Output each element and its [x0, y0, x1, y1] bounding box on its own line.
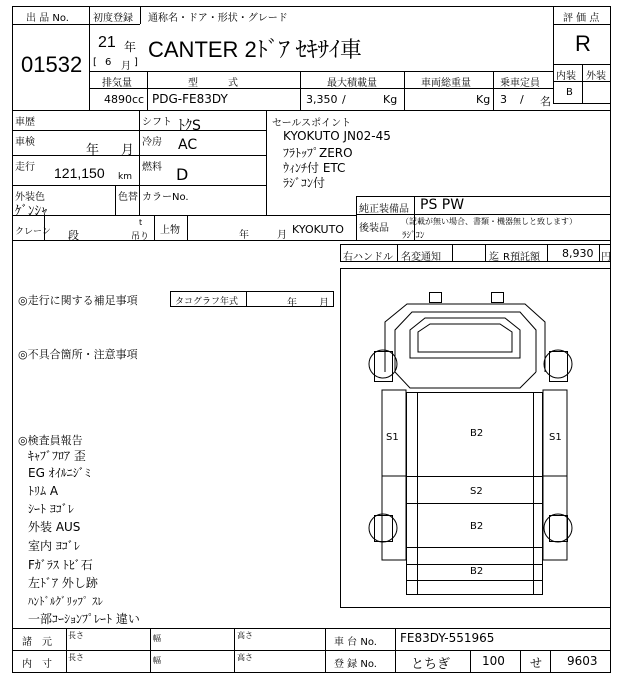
cab-bottom-shape [395, 372, 536, 388]
right-hand-drive-label: 右ハンドル [343, 252, 393, 263]
specs-height-label: 高さ [237, 631, 253, 640]
history-label: 車歴 [15, 117, 35, 128]
cab-outline [385, 304, 545, 372]
plate-class: 100 [482, 654, 505, 668]
inspector-note: Fｶﾞﾗｽ ﾄﾋﾞ石 [28, 558, 93, 572]
body-year-unit: 年 [239, 230, 249, 241]
capacity-slash: / [520, 93, 524, 106]
name-change-notice-label: 名変通知 [401, 252, 441, 263]
interior-rating-value: B [566, 87, 573, 98]
first-registration-label: 初度登録 [93, 13, 133, 24]
lot-number-label: 出 品 No. [26, 13, 69, 24]
damage-mark-left-side: S1 [386, 432, 399, 443]
gross-weight-label: 車両総重量 [421, 78, 471, 89]
standard-equipment-value: PS PW [420, 197, 465, 213]
model-name-label: 通称名・ドア・形状・グレード [148, 13, 288, 24]
shift-label: シフト [142, 117, 172, 128]
tachograph-year-unit: 年 [287, 298, 297, 309]
chassis-number-value: FE83DY-551965 [400, 631, 495, 645]
body-maker-value: KYOKUTO [292, 223, 344, 236]
inspection-year-unit: 年 [86, 143, 100, 158]
rating-score: R [575, 31, 591, 56]
fuel-label: 燃料 [142, 162, 162, 173]
registration-month-open: [ [93, 57, 97, 68]
exterior-rating-label: 外装 [586, 71, 606, 82]
inspector-note: 一部ｺｰｼｮﾝﾌﾟﾚｰﾄ 違い [28, 612, 140, 626]
left-rear-gate [382, 476, 406, 560]
recycle-deposit-unit: 円 [601, 252, 611, 263]
sales-point-item: ﾌﾗﾄｯﾌﾟZERO [283, 146, 353, 160]
defects-heading: ◎不具合箇所・注意事項 [18, 348, 138, 361]
rating-label: 評 価 点 [563, 13, 600, 24]
aftermarket-note: （記載が無い場合、書類・機器無しと致します） [401, 217, 577, 226]
sales-point-item: ﾗｼﾞｺﾝ付 [283, 176, 326, 190]
inspector-note: 外装 AUS [28, 520, 81, 534]
damage-mark-right-side: S1 [549, 432, 562, 443]
plate-number-label: 登 録 No. [334, 659, 377, 670]
damage-mark-tail: B2 [470, 566, 484, 577]
capacity-value: 3 [500, 93, 507, 106]
gross-weight-unit: Kg [476, 93, 491, 106]
max-load-unit: Kg [383, 93, 398, 106]
displacement-label: 排気量 [102, 78, 132, 89]
inspector-note: ﾊﾝﾄﾞﾙｸﾞﾘｯﾌﾟ ｽﾚ [28, 595, 103, 608]
displacement-value: 4890 [104, 93, 132, 106]
specs-width-label: 幅 [153, 634, 161, 643]
registration-year: 21 [98, 34, 116, 51]
color-change-label: 色替 [118, 192, 138, 203]
interior-dimensions-label: 内 寸 [22, 659, 52, 670]
damage-mark-body-front: B2 [470, 428, 484, 439]
inspector-note: ｼｰﾄ ﾖｺﾞﾚ [28, 502, 74, 516]
driving-notes-heading: ◎走行に関する補足事項 [18, 294, 138, 307]
inspector-note: ｷｬﾌﾞﾌﾛｱ 歪 [28, 449, 86, 463]
interior-width-label: 幅 [153, 656, 161, 665]
aircon-label: 冷房 [142, 137, 162, 148]
windshield-inner-shape [418, 324, 512, 352]
fuel-value: D [176, 165, 189, 184]
capacity-unit: 名 [540, 95, 551, 108]
specs-footer-label: 諸 元 [22, 637, 52, 648]
refund-until-label: 迄 [489, 252, 499, 263]
cab-inner-outline [395, 312, 536, 372]
max-load-slash: / [342, 93, 346, 106]
body-label: 上物 [160, 225, 180, 236]
damage-mark-body-rear: B2 [470, 521, 484, 532]
tachograph-month-unit: 月 [319, 298, 329, 309]
standard-equipment-label: 純正装備品 [359, 204, 409, 215]
mileage-value: 121,150 [54, 165, 105, 181]
recycle-deposit-value: 8,930 [562, 247, 594, 260]
plate-kana: せ [530, 656, 543, 670]
model-type-value: PDG-FE83DY [152, 92, 228, 106]
exterior-color-value: ｹﾞﾝｼｬ [15, 204, 48, 219]
right-rear-gate [543, 476, 567, 560]
rear-right-fender [550, 516, 568, 542]
sales-point-item: KYOKUTO JN02-45 [283, 129, 391, 143]
inspector-note: ﾄﾘﾑ A [28, 484, 59, 498]
crane-stage-unit: 段 [68, 229, 79, 242]
inspection-label: 車検 [15, 137, 35, 148]
inspection-month-unit: 月 [121, 143, 135, 158]
shift-value: ﾄｸS [178, 118, 201, 134]
displacement-unit: cc [132, 93, 145, 106]
interior-rating-label: 内装 [556, 71, 576, 82]
max-load-label: 最大積載量 [327, 78, 377, 89]
chassis-number-label: 車 台 No. [334, 637, 377, 648]
crane-lift-label: 吊り [131, 232, 150, 242]
exterior-color-label: 外装色 [15, 192, 45, 203]
interior-length-label: 長さ [68, 653, 84, 662]
lot-number-value: 01532 [21, 52, 83, 77]
aircon-value: AC [178, 137, 198, 153]
right-mirror-shape [492, 293, 504, 303]
mileage-label: 走行 [15, 162, 35, 173]
registration-year-unit: 年 [124, 40, 137, 54]
plate-number: 9603 [567, 654, 598, 668]
aftermarket-label: 後装品 [359, 223, 389, 234]
sales-points-label: セールスポイント [272, 118, 352, 129]
aftermarket-value: ﾗｼﾞｺﾝ [402, 231, 425, 241]
tachograph-label: タコグラフ年式 [175, 297, 239, 307]
model-type-label: 型 式 [188, 78, 238, 89]
rear-left-fender [375, 516, 393, 542]
damage-mark-body-middle: S2 [470, 486, 483, 497]
model-name-value: CANTER 2ﾄﾞｱ ｾｷｻｲ車 [148, 37, 362, 62]
inspector-note: 左ﾄﾞｱ 外し跡 [28, 576, 98, 590]
crane-label: クレーン [15, 227, 51, 237]
inspector-note: 室内 ﾖｺﾞﾚ [28, 539, 80, 553]
inspector-note: EG ｵｲﾙﾆｼﾞﾐ [28, 466, 91, 480]
sales-point-item: ｳｨﾝﾁ付 ETC [283, 161, 346, 175]
registration-month-close: ] [134, 57, 138, 68]
registration-month-unit: 月 [121, 61, 131, 72]
mileage-unit: km [118, 172, 132, 182]
crane-ton-unit: t [139, 218, 143, 227]
body-month-unit: 月 [277, 230, 287, 241]
plate-region: とちぎ [411, 657, 451, 672]
left-mirror-shape [430, 293, 442, 303]
recycle-deposit-label: R預託額 [503, 252, 540, 263]
inspector-report-heading: ◎検査員報告 [18, 434, 83, 447]
color-number-label: カラーNo. [142, 192, 189, 203]
capacity-label: 乗車定員 [500, 78, 540, 89]
specs-length-label: 長さ [68, 631, 84, 640]
registration-month: 6 [105, 57, 112, 68]
max-load-value: 3,350 [306, 93, 338, 106]
interior-height-label: 高さ [237, 653, 253, 662]
